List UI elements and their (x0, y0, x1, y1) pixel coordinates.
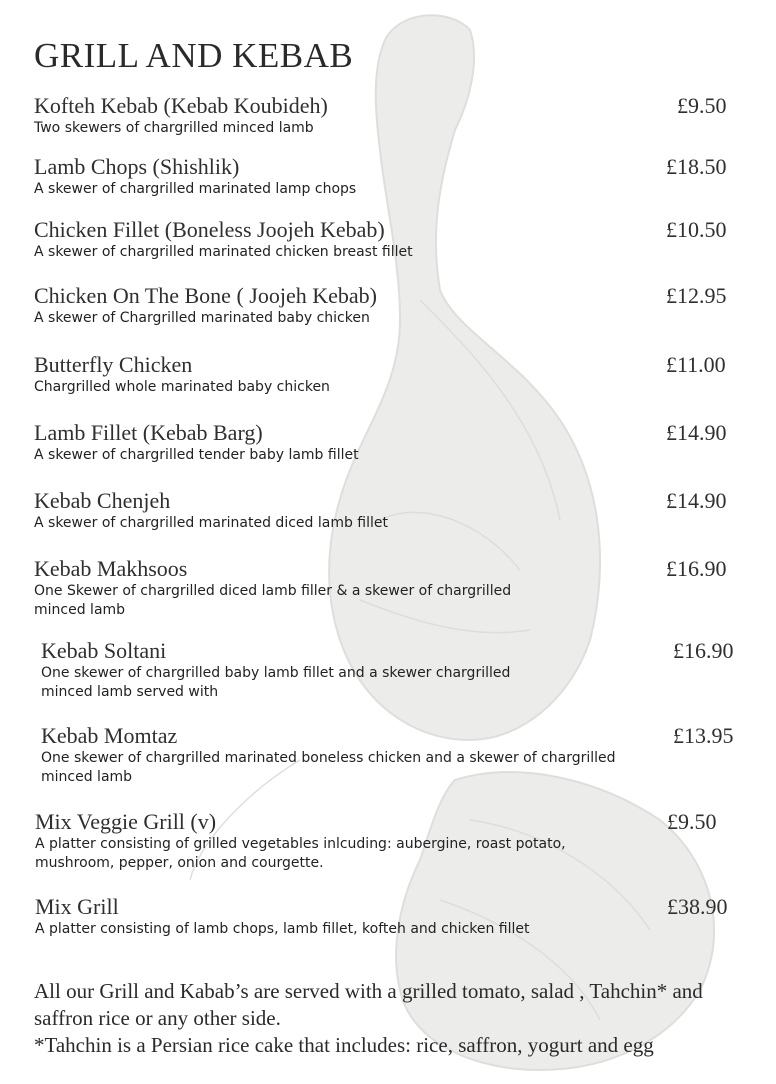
item-description: A skewer of chargrilled marinated diced lamb fillet (34, 515, 388, 531)
item-name: Lamb Chops (Shishlik) (34, 154, 240, 179)
item-name: Mix Veggie Grill (v) (35, 809, 217, 834)
menu-item-lamb-fillet (34, 421, 754, 465)
item-price: £9.50 (677, 93, 727, 118)
item-price: £14.90 (666, 420, 727, 445)
item-description: A skewer of Chargrilled marinated baby chicken (34, 310, 370, 326)
menu-item-kebab-chenjeh (34, 489, 754, 533)
item-name: Kebab Momtaz (41, 723, 178, 748)
item-description: A skewer of chargrilled tender baby lamb fillet (34, 447, 359, 463)
item-description: One skewer of chargrilled baby lamb fillet and a skewer chargrilled minced lamb served with (41, 665, 511, 700)
menu-item-kofteh-kebab (34, 94, 754, 138)
item-description: A skewer of chargrilled marinated chicken breast fillet (34, 244, 413, 260)
item-price: £12.95 (666, 283, 727, 308)
item-price: £10.50 (666, 217, 727, 242)
serving-note: All our Grill and Kabab’s are served with a grilled tomato, salad , Tahchin* and saffron rice or any other side. (34, 979, 703, 1030)
menu-item-kebab-makhsoos (34, 556, 727, 620)
item-description: Chargrilled whole marinated baby chicken (34, 379, 330, 395)
menu-item-kebab-soltani (41, 638, 734, 702)
item-name: Butterfly Chicken (34, 352, 193, 377)
item-description: One Skewer of chargrilled diced lamb filler & a skewer of chargrilled minced lamb (34, 583, 512, 618)
item-price: £11.00 (666, 352, 726, 377)
item-name: Kebab Makhsoos (34, 556, 188, 581)
menu-item-butterfly-chicken (34, 353, 754, 397)
item-price: £14.90 (666, 488, 727, 513)
item-name: Kebab Soltani (41, 638, 167, 663)
menu-item-chicken-fillet (34, 218, 754, 262)
item-name: Chicken On The Bone ( Joojeh Kebab) (34, 283, 377, 308)
item-price: £18.50 (666, 154, 727, 179)
item-name: Kofteh Kebab (Kebab Koubideh) (34, 93, 328, 118)
item-price: £38.90 (667, 894, 728, 919)
menu-item-kebab-momtaz (41, 723, 734, 787)
menu-item-lamb-chops (34, 155, 754, 199)
item-description: Two skewers of chargrilled minced lamb (34, 120, 314, 136)
item-name: Kebab Chenjeh (34, 488, 171, 513)
item-price: £9.50 (667, 809, 717, 834)
item-name: Chicken Fillet (Boneless Joojeh Kebab) (34, 217, 385, 242)
menu-footer-note (34, 978, 754, 1059)
menu-item-chicken-on-the-bone (34, 284, 754, 328)
menu-title: GRILL AND KEBAB (34, 36, 354, 75)
item-description: A skewer of chargrilled marinated lamp chops (34, 181, 357, 197)
menu-item-mix-veggie-grill (35, 809, 717, 873)
item-price: £13.95 (673, 723, 734, 748)
item-description: A platter consisting of grilled vegetables inlcuding: aubergine, roast potato, mushroom, pepper, onion and courgette. (35, 836, 566, 871)
item-description: One skewer of chargrilled marinated boneless chicken and a skewer of chargrilled minced lamb (41, 750, 616, 785)
menu-item-mix-grill (35, 895, 755, 939)
tahchin-note: *Tahchin is a Persian rice cake that includes: rice, saffron, yogurt and egg (34, 1033, 654, 1057)
item-name: Lamb Fillet (Kebab Barg) (34, 420, 263, 445)
item-name: Mix Grill (35, 894, 119, 919)
item-price: £16.90 (673, 638, 734, 663)
item-description: A platter consisting of lamb chops, lamb fillet, kofteh and chicken fillet (35, 921, 530, 937)
item-price: £16.90 (666, 556, 727, 581)
